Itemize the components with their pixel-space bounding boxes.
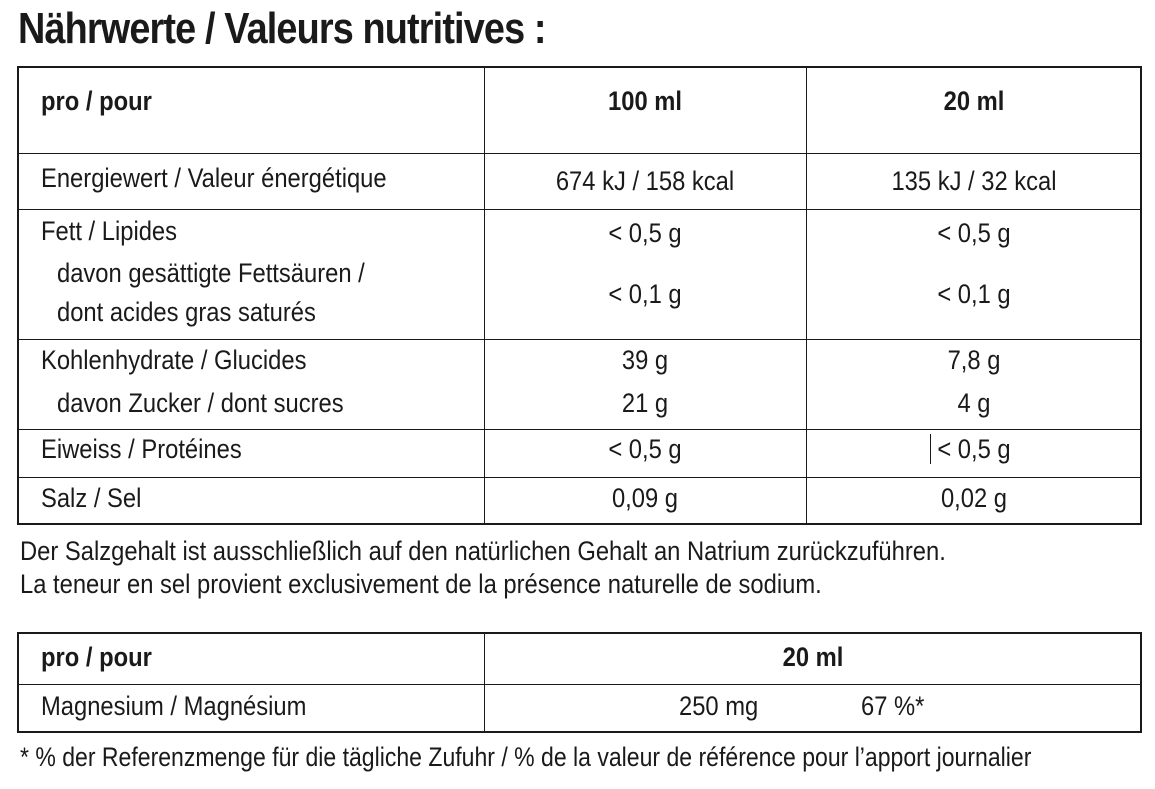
header-label: pro / pour (41, 86, 152, 116)
column-divider (484, 68, 485, 523)
sugars-20ml: 4 g (957, 388, 991, 418)
magnesium-percent: 67 %* (861, 691, 925, 721)
nutrition-table (17, 66, 1142, 525)
fat-100ml: < 0,5 g (608, 218, 682, 248)
saturated-fat-100ml: < 0,1 g (608, 279, 682, 309)
row-label-saturated-fat-line1: davon gesättigte Fettsäuren / (57, 258, 365, 288)
magnesium-amount: 250 mg (679, 691, 759, 721)
row-label-salt: Salz / Sel (41, 483, 142, 513)
header-col-20ml: 20 ml (943, 86, 1005, 116)
row-divider (19, 339, 1140, 340)
sugars-100ml: 21 g (621, 388, 669, 418)
saturated-fat-20ml: < 0,1 g (937, 279, 1011, 309)
salt-note-de: Der Salzgehalt ist ausschließlich auf den natürlichen Gehalt an Natrium zurückzuführen. (20, 536, 946, 566)
fat-20ml: < 0,5 g (937, 218, 1011, 248)
header-label: pro / pour (41, 642, 152, 672)
row-divider (19, 429, 1140, 430)
row-label-saturated-fat-line2: dont acides gras saturés (57, 297, 316, 327)
column-divider (806, 68, 807, 523)
row-label-carbohydrates: Kohlenhydrate / Glucides (41, 345, 307, 375)
salt-100ml: 0,09 g (611, 483, 679, 513)
row-divider (19, 477, 1140, 478)
protein-100ml: < 0,5 g (608, 434, 682, 464)
row-divider (19, 209, 1140, 210)
salt-20ml: 0,02 g (940, 483, 1008, 513)
carbohydrates-20ml: 7,8 g (947, 345, 1001, 375)
row-label-sugars: davon Zucker / dont sucres (57, 388, 344, 418)
salt-note-fr: La teneur en sel provient exclusivement de la présence naturelle de sodium. (20, 569, 822, 599)
text-cursor (930, 434, 931, 464)
row-label-energy: Energiewert / Valeur énergétique (41, 163, 387, 193)
row-label-protein: Eiweiss / Protéines (41, 434, 242, 464)
row-label-magnesium: Magnesium / Magnésium (41, 691, 307, 721)
header-col-20ml: 20 ml (782, 642, 844, 672)
header-col-100ml: 100 ml (608, 86, 682, 116)
protein-20ml: < 0,5 g (937, 434, 1011, 464)
column-divider (484, 634, 485, 731)
row-label-fat: Fett / Lipides (41, 216, 178, 246)
energy-20ml: 135 kJ / 32 kcal (891, 166, 1057, 196)
reference-footnote: * % der Referenzmenge für die tägliche Zufuhr / % de la valeur de référence pour l’apport journalier (20, 742, 1032, 772)
energy-100ml: 674 kJ / 158 kcal (555, 166, 735, 196)
magnesium-table (17, 632, 1142, 733)
row-divider (19, 684, 1140, 685)
row-divider (19, 153, 1140, 154)
carbohydrates-100ml: 39 g (621, 345, 669, 375)
page-title: Nährwerte / Valeurs nutritives : (18, 4, 546, 53)
